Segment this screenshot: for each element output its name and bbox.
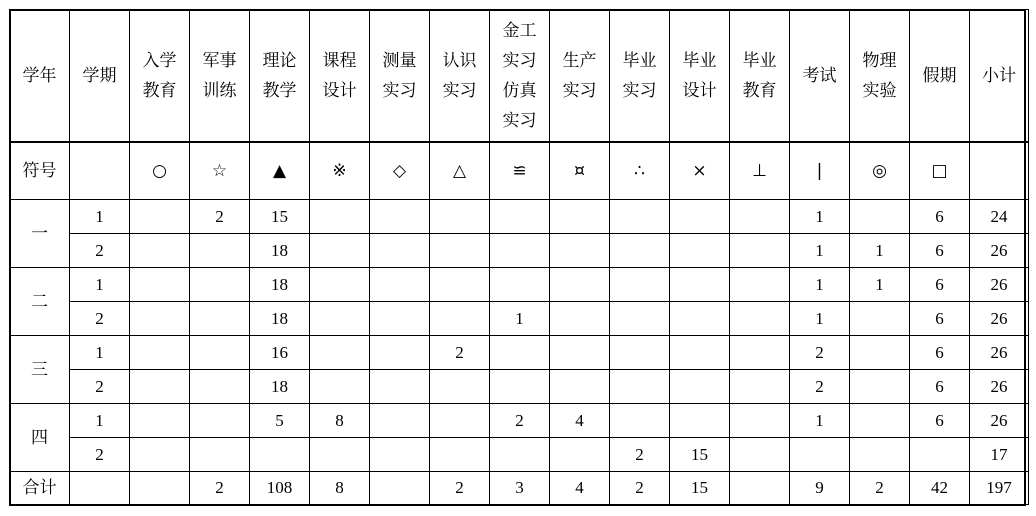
data-cell	[490, 370, 550, 404]
data-cell	[370, 302, 430, 336]
total-cell: 2	[190, 472, 250, 505]
symbol-cell: ▲	[250, 143, 310, 200]
data-cell: 1	[790, 268, 850, 302]
data-cell: 1	[790, 302, 850, 336]
data-cell	[610, 404, 670, 438]
term-cell: 2	[70, 234, 130, 268]
data-cell	[670, 234, 730, 268]
data-cell	[730, 336, 790, 370]
data-cell	[190, 404, 250, 438]
data-cell	[850, 370, 910, 404]
symbol-cell	[970, 143, 1029, 200]
data-cell	[610, 336, 670, 370]
year-cell: 三	[10, 336, 70, 404]
data-cell	[730, 404, 790, 438]
total-label: 合计	[10, 472, 70, 505]
data-cell	[430, 404, 490, 438]
data-cell: 1	[790, 404, 850, 438]
data-cell	[730, 370, 790, 404]
data-cell	[430, 438, 490, 472]
data-cell	[550, 268, 610, 302]
term-cell: 2	[70, 438, 130, 472]
data-cell: 18	[250, 302, 310, 336]
data-cell: 2	[610, 438, 670, 472]
data-cell	[610, 302, 670, 336]
data-cell	[550, 302, 610, 336]
table-body	[10, 143, 1029, 505]
data-cell	[670, 336, 730, 370]
data-cell: 1	[790, 234, 850, 268]
data-cell	[910, 438, 970, 472]
total-cell: 2	[850, 472, 910, 505]
data-cell: 6	[910, 302, 970, 336]
total-cell	[70, 472, 130, 505]
data-cell: 15	[250, 200, 310, 234]
symbol-row	[10, 143, 1029, 200]
header-cell: 军事 训练	[190, 10, 250, 143]
header-cell: 生产 实习	[550, 10, 610, 143]
data-cell	[730, 302, 790, 336]
symbol-cell: ◇	[370, 143, 430, 200]
total-cell	[730, 472, 790, 505]
table-row	[10, 404, 1029, 438]
data-cell: 6	[910, 404, 970, 438]
data-cell	[610, 268, 670, 302]
data-cell	[490, 438, 550, 472]
data-cell	[730, 268, 790, 302]
data-cell	[130, 370, 190, 404]
data-cell: 4	[550, 404, 610, 438]
data-cell: 18	[250, 234, 310, 268]
data-cell	[130, 200, 190, 234]
data-cell	[310, 336, 370, 370]
data-cell	[670, 370, 730, 404]
data-cell: 6	[910, 234, 970, 268]
data-cell	[610, 200, 670, 234]
data-cell	[550, 234, 610, 268]
data-cell	[310, 438, 370, 472]
table-row	[10, 302, 1029, 336]
total-cell: 42	[910, 472, 970, 505]
data-cell	[430, 268, 490, 302]
data-cell: 2	[790, 336, 850, 370]
data-cell: 1	[790, 200, 850, 234]
data-cell	[190, 234, 250, 268]
data-cell	[850, 336, 910, 370]
data-cell: 17	[970, 438, 1029, 472]
header-cell: 毕业 实习	[610, 10, 670, 143]
header-cell: 考试	[790, 10, 850, 143]
data-cell	[130, 268, 190, 302]
data-cell	[370, 336, 430, 370]
data-cell	[490, 200, 550, 234]
table-row	[10, 268, 1029, 302]
total-cell: 8	[310, 472, 370, 505]
term-cell: 1	[70, 200, 130, 234]
data-cell: 26	[970, 370, 1029, 404]
symbol-cell: ×	[670, 143, 730, 200]
header-cell: 学年	[10, 10, 70, 143]
header-cell: 物理 实验	[850, 10, 910, 143]
data-cell: 1	[850, 268, 910, 302]
data-cell	[850, 200, 910, 234]
table-row	[10, 336, 1029, 370]
data-cell	[430, 370, 490, 404]
data-cell: 26	[970, 234, 1029, 268]
table-row	[10, 234, 1029, 268]
data-cell	[730, 200, 790, 234]
data-cell	[370, 200, 430, 234]
data-cell	[610, 234, 670, 268]
data-cell	[550, 200, 610, 234]
header-cell: 毕业 设计	[670, 10, 730, 143]
data-cell	[190, 336, 250, 370]
data-cell: 2	[790, 370, 850, 404]
data-cell	[670, 268, 730, 302]
data-cell	[190, 268, 250, 302]
data-cell: 26	[970, 302, 1029, 336]
data-cell	[850, 302, 910, 336]
header-cell: 小计	[970, 10, 1029, 143]
data-cell	[550, 438, 610, 472]
data-cell	[310, 370, 370, 404]
term-cell: 1	[70, 268, 130, 302]
data-cell	[550, 336, 610, 370]
data-cell	[130, 302, 190, 336]
data-cell: 2	[430, 336, 490, 370]
term-cell: 2	[70, 370, 130, 404]
header-row	[10, 10, 1029, 143]
total-cell: 15	[670, 472, 730, 505]
data-cell: 24	[970, 200, 1029, 234]
term-cell: 1	[70, 404, 130, 438]
symbol-cell: ∴	[610, 143, 670, 200]
data-cell	[730, 234, 790, 268]
header-cell: 理论 教学	[250, 10, 310, 143]
table-row	[10, 438, 1029, 472]
data-cell	[310, 302, 370, 336]
symbol-cell: ○	[130, 143, 190, 200]
data-cell	[850, 404, 910, 438]
year-cell: 一	[10, 200, 70, 268]
total-cell: 108	[250, 472, 310, 505]
data-cell: 1	[850, 234, 910, 268]
data-cell	[550, 370, 610, 404]
data-cell	[190, 370, 250, 404]
data-cell	[850, 438, 910, 472]
data-cell: 26	[970, 268, 1029, 302]
data-cell: 8	[310, 404, 370, 438]
total-row	[10, 472, 1029, 505]
header-cell: 测量 实习	[370, 10, 430, 143]
data-cell	[130, 234, 190, 268]
data-cell: 18	[250, 268, 310, 302]
data-cell: 1	[490, 302, 550, 336]
header-cell: 毕业 教育	[730, 10, 790, 143]
data-cell: 5	[250, 404, 310, 438]
symbol-cell: □	[910, 143, 970, 200]
data-cell	[730, 438, 790, 472]
data-cell: 26	[970, 404, 1029, 438]
data-cell	[670, 200, 730, 234]
symbol-cell: ※	[310, 143, 370, 200]
data-cell	[370, 234, 430, 268]
total-cell: 197	[970, 472, 1029, 505]
symbol-cell: |	[790, 143, 850, 200]
data-cell: 2	[190, 200, 250, 234]
data-cell	[370, 370, 430, 404]
data-cell	[430, 200, 490, 234]
header-cell: 学期	[70, 10, 130, 143]
symbol-cell: ≌	[490, 143, 550, 200]
data-cell	[370, 268, 430, 302]
data-cell: 16	[250, 336, 310, 370]
data-cell	[430, 234, 490, 268]
data-cell: 6	[910, 268, 970, 302]
data-cell	[310, 200, 370, 234]
data-cell	[670, 404, 730, 438]
year-cell: 四	[10, 404, 70, 472]
total-cell	[130, 472, 190, 505]
data-cell	[310, 234, 370, 268]
total-cell: 3	[490, 472, 550, 505]
data-cell	[430, 302, 490, 336]
symbol-cell: ◎	[850, 143, 910, 200]
table-row	[10, 370, 1029, 404]
data-cell: 2	[490, 404, 550, 438]
data-cell	[310, 268, 370, 302]
data-cell: 6	[910, 200, 970, 234]
data-cell	[130, 336, 190, 370]
symbol-cell: ¤	[550, 143, 610, 200]
data-cell: 6	[910, 370, 970, 404]
symbol-cell: △	[430, 143, 490, 200]
data-cell	[130, 404, 190, 438]
data-cell	[610, 370, 670, 404]
data-cell	[490, 336, 550, 370]
total-cell: 2	[610, 472, 670, 505]
symbol-cell: ⊥	[730, 143, 790, 200]
data-cell: 18	[250, 370, 310, 404]
header-cell: 认识 实习	[430, 10, 490, 143]
data-cell	[370, 404, 430, 438]
data-cell: 6	[910, 336, 970, 370]
symbol-row-label: 符号	[10, 143, 70, 200]
data-cell	[250, 438, 310, 472]
data-cell	[190, 302, 250, 336]
data-cell	[670, 302, 730, 336]
data-cell	[190, 438, 250, 472]
symbol-cell	[70, 143, 130, 200]
header-cell: 课程 设计	[310, 10, 370, 143]
symbol-cell: ☆	[190, 143, 250, 200]
total-cell: 4	[550, 472, 610, 505]
teaching-schedule-table	[9, 9, 1029, 505]
data-cell	[490, 234, 550, 268]
data-cell	[370, 438, 430, 472]
data-cell	[790, 438, 850, 472]
data-cell: 26	[970, 336, 1029, 370]
year-cell: 二	[10, 268, 70, 336]
table-row	[10, 200, 1029, 234]
header-cell: 假期	[910, 10, 970, 143]
data-cell	[130, 438, 190, 472]
term-cell: 2	[70, 302, 130, 336]
term-cell: 1	[70, 336, 130, 370]
header-cell: 入学 教育	[130, 10, 190, 143]
data-cell	[490, 268, 550, 302]
total-cell	[370, 472, 430, 505]
header-cell: 金工 实习 仿真 实习	[490, 10, 550, 143]
data-cell: 15	[670, 438, 730, 472]
total-cell: 2	[430, 472, 490, 505]
total-cell: 9	[790, 472, 850, 505]
